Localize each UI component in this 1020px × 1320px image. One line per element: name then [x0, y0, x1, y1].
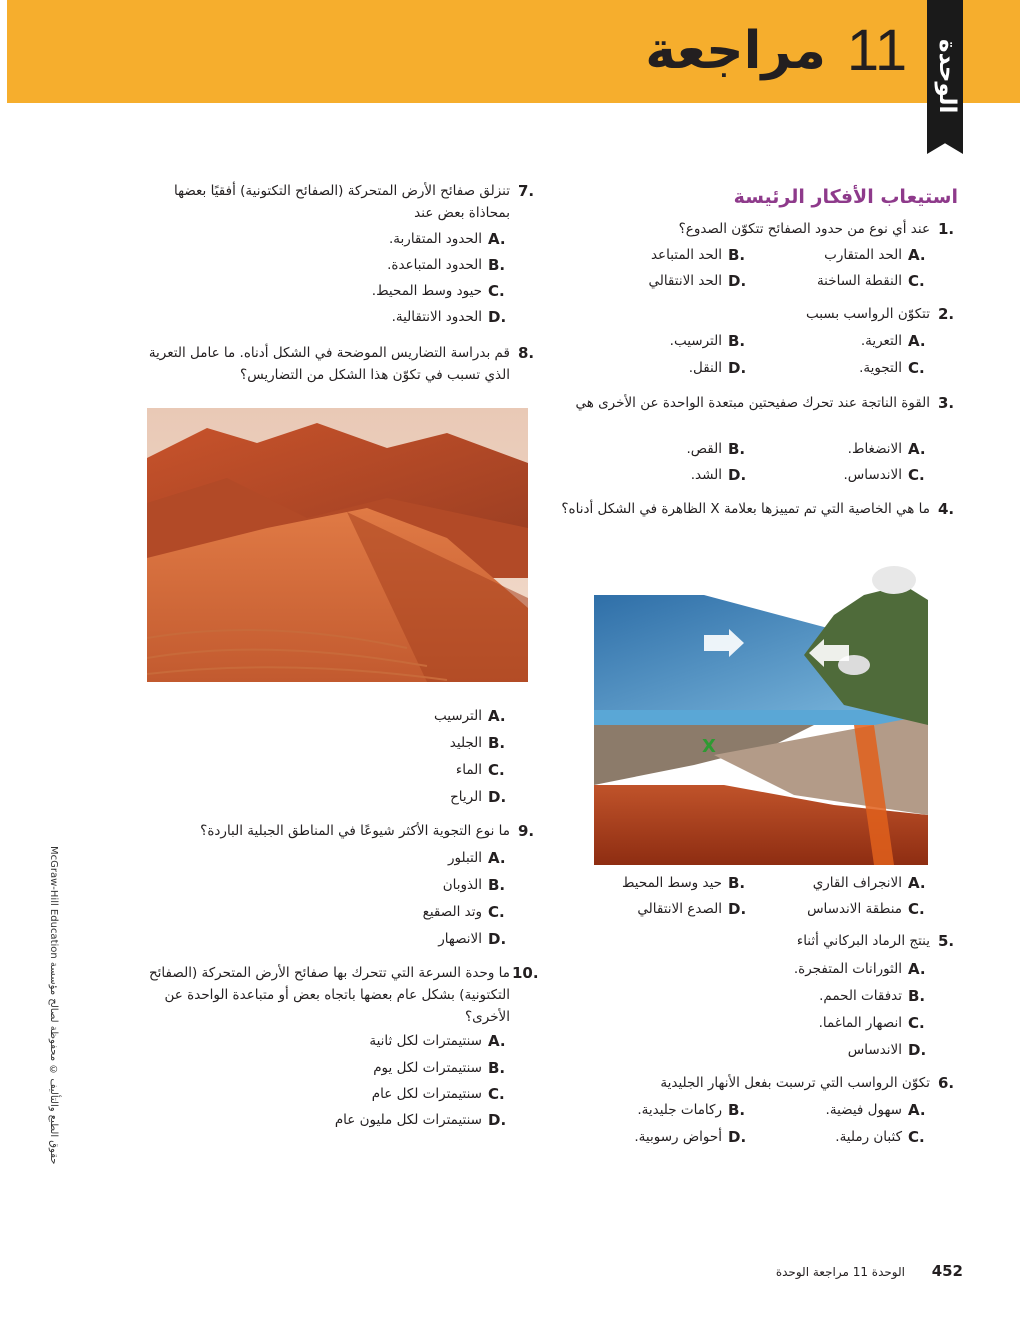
option-text: وتد الصقيع: [422, 904, 482, 920]
option-letter: A.: [908, 874, 926, 892]
option-text: النقل.: [688, 360, 722, 376]
question-number: 5.: [938, 932, 955, 950]
option-b[interactable]: [590, 872, 750, 894]
option-text: الحد الانتقالي: [648, 273, 722, 289]
option-a[interactable]: [770, 1099, 930, 1121]
option-text: التجوية.: [859, 360, 902, 376]
option-a[interactable]: [730, 958, 930, 980]
option-text: انصهار الماغما.: [818, 1015, 902, 1031]
question-stem: تتكوّن الرواسب بسبب: [805, 306, 930, 322]
option-letter: D.: [488, 1111, 507, 1129]
option-text: الحدود المتقاربة.: [389, 231, 482, 247]
option-a[interactable]: [310, 847, 510, 869]
question-stem: ما هي الخاصية التي تم تمييزها بعلامة X الظاهرة في الشكل أدناه؟: [561, 501, 930, 517]
option-letter: B.: [908, 987, 926, 1005]
option-letter: A.: [908, 332, 926, 350]
option-a[interactable]: [770, 872, 930, 894]
option-letter: B.: [728, 246, 746, 264]
option-text: سنتيمترات لكل مليون عام: [334, 1112, 482, 1128]
option-letter: B.: [728, 332, 746, 350]
option-d[interactable]: [600, 270, 750, 292]
option-letter: D.: [728, 1128, 747, 1146]
option-c[interactable]: [770, 898, 930, 920]
option-text: الثورانات المتفجرة.: [793, 961, 902, 977]
option-letter: D.: [728, 900, 747, 918]
option-letter: B.: [728, 440, 746, 458]
option-text: أحواض رسوبية.: [634, 1129, 722, 1145]
option-letter: B.: [488, 876, 506, 894]
option-d[interactable]: [730, 1039, 930, 1061]
option-letter: C.: [488, 1085, 505, 1103]
question-5: [590, 930, 960, 1064]
option-text: الاندساس.: [843, 467, 902, 483]
unit-number: 11: [846, 18, 908, 83]
option-a[interactable]: [260, 228, 510, 250]
option-letter: C.: [908, 272, 925, 290]
question-stem: القوة الناتجة عند تحرك صفيحتين مبتعدة الواحدة عن الأخرى هي: [575, 395, 930, 411]
option-text: سنتيمترات لكل عام: [371, 1086, 482, 1102]
question-2: [590, 303, 960, 381]
option-d[interactable]: [590, 898, 750, 920]
option-b[interactable]: [600, 244, 750, 266]
option-letter: D.: [488, 308, 507, 326]
option-c[interactable]: [780, 270, 930, 292]
option-c[interactable]: [260, 280, 510, 302]
option-letter: C.: [908, 900, 925, 918]
option-letter: A.: [908, 440, 926, 458]
question-number: 7.: [518, 182, 535, 200]
question-7: [140, 180, 540, 332]
unit-tab-label: الوحدة: [934, 38, 960, 114]
option-letter: B.: [488, 734, 506, 752]
option-letter: C.: [908, 466, 925, 484]
option-c[interactable]: [730, 1012, 930, 1034]
option-text: النقطة الساخنة: [816, 273, 902, 289]
option-b[interactable]: [730, 985, 930, 1007]
option-text: القص.: [686, 441, 722, 457]
option-d[interactable]: [600, 357, 750, 379]
option-text: الانجراف القاري: [812, 875, 902, 891]
option-letter: D.: [908, 1041, 927, 1059]
option-letter: A.: [908, 960, 926, 978]
option-text: كثبان رملية.: [835, 1129, 902, 1145]
option-d[interactable]: [310, 928, 510, 950]
option-letter: C.: [908, 359, 925, 377]
option-letter: B.: [728, 874, 746, 892]
question-9: [120, 820, 540, 956]
option-text: الجليد: [449, 735, 482, 751]
option-letter: A.: [488, 1032, 506, 1050]
question-number: 3.: [938, 394, 955, 412]
option-letter: D.: [488, 788, 507, 806]
option-c[interactable]: [780, 464, 930, 486]
option-c[interactable]: [310, 759, 510, 781]
option-text: الترسيب.: [669, 333, 722, 349]
option-text: الانضغاط.: [847, 441, 902, 457]
option-text: منطقة الاندساس: [807, 901, 902, 917]
option-letter: A.: [908, 246, 926, 264]
question-stem: ما وحدة السرعة التي تتحرك بها صفائح الأرض المتحركة (الصفائح التكتونية) بشكل عام بعضها باتجاه بعض أو متباعدة الواحدة عن الأخرى؟: [148, 965, 510, 1025]
sand-dunes-photo: [147, 408, 528, 682]
option-letter: D.: [728, 359, 747, 377]
plate-boundary-figure: [594, 555, 928, 865]
option-letter: A.: [488, 707, 506, 725]
option-a[interactable]: [780, 330, 930, 352]
question-stem: تنزلق صفائح الأرض المتحركة (الصفائح التكتونية) أفقيًا بعضها بمحاذاة بعض عند: [174, 183, 510, 221]
option-letter: A.: [488, 230, 506, 248]
page-number: 452: [931, 1262, 963, 1280]
question-number: 10.: [512, 964, 539, 982]
option-text: الذوبان: [442, 877, 482, 893]
option-b[interactable]: [250, 1057, 510, 1079]
option-c[interactable]: [780, 357, 930, 379]
option-text: تدفقات الحمم.: [819, 988, 902, 1004]
option-text: التعرية.: [860, 333, 902, 349]
option-text: الحد المتباعد: [650, 247, 722, 263]
option-letter: A.: [908, 1101, 926, 1119]
question-stem: ما نوع التجوية الأكثر شيوعًا في المناطق الجبلية الباردة؟: [200, 823, 510, 839]
option-text: حيد وسط المحيط: [621, 875, 722, 891]
section-title: استيعاب الأفكار الرئيسة: [733, 186, 958, 208]
option-text: الشد.: [690, 467, 722, 483]
option-b[interactable]: [590, 1099, 750, 1121]
question-number: 9.: [518, 822, 535, 840]
footer-text: الوحدة 11 مراجعة الوحدة: [775, 1265, 905, 1279]
option-d[interactable]: [250, 1109, 510, 1131]
question-4: [560, 498, 960, 544]
option-text: الصدع الانتقالي: [637, 901, 722, 917]
option-a[interactable]: [250, 1030, 510, 1052]
option-text: ركامات جليدية.: [637, 1102, 722, 1118]
question-stem: ينتج الرماد البركاني أثناء: [796, 933, 930, 949]
option-letter: C.: [908, 1128, 925, 1146]
option-a[interactable]: [780, 244, 930, 266]
option-text: الماء: [455, 762, 482, 778]
option-d[interactable]: [590, 1126, 750, 1148]
option-c[interactable]: [310, 901, 510, 923]
copyright-credit: حقوق الطبع والتأليف © محفوظة لصالح مؤسسة McGraw-Hill Education: [48, 845, 59, 1165]
option-letter: C.: [488, 761, 505, 779]
option-letter: C.: [908, 1014, 925, 1032]
option-a[interactable]: [780, 438, 930, 460]
option-text: الترسيب: [433, 708, 482, 724]
option-text: سهول فيضية.: [825, 1102, 902, 1118]
question-8-options: [140, 705, 540, 811]
option-letter: B.: [488, 1059, 506, 1077]
option-text: الاندساس: [847, 1042, 902, 1058]
option-b[interactable]: [310, 874, 510, 896]
question-number: 6.: [938, 1074, 955, 1092]
question-number: 1.: [938, 220, 955, 238]
question-8: [140, 342, 540, 408]
option-letter: D.: [728, 466, 747, 484]
question-4-options: [560, 870, 960, 922]
option-letter: C.: [488, 282, 505, 300]
x-marker: X: [702, 736, 716, 757]
option-c[interactable]: [250, 1083, 510, 1105]
question-stem: عند أي نوع من حدود الصفائح تتكوّن الصدوع؟: [678, 221, 930, 237]
option-text: الحد المتقارب: [824, 247, 902, 263]
option-b[interactable]: [310, 732, 510, 754]
question-number: 2.: [938, 305, 955, 323]
page-title: مراجعة: [645, 21, 826, 81]
question-3: [560, 392, 960, 492]
option-letter: C.: [488, 903, 505, 921]
question-number: 4.: [938, 500, 955, 518]
option-letter: B.: [488, 256, 506, 274]
option-d[interactable]: [600, 464, 750, 486]
option-text: الانصهار: [438, 931, 482, 947]
option-text: الرياح: [450, 789, 482, 805]
option-c[interactable]: [770, 1126, 930, 1148]
option-letter: A.: [488, 849, 506, 867]
option-b[interactable]: [600, 330, 750, 352]
option-b[interactable]: [600, 438, 750, 460]
option-text: سنتيمترات لكل يوم: [373, 1060, 482, 1076]
option-d[interactable]: [260, 306, 510, 328]
option-text: الحدود الانتقالية.: [391, 309, 482, 325]
option-b[interactable]: [260, 254, 510, 276]
option-d[interactable]: [310, 786, 510, 808]
question-6: [560, 1072, 960, 1152]
option-letter: B.: [728, 1101, 746, 1119]
question-stem: قم بدراسة التضاريس الموضحة في الشكل أدناه. ما عامل التعرية الذي تسبب في تكوّن هذا الشكل من التضاريس؟: [148, 345, 510, 383]
option-text: التبلور: [448, 850, 482, 866]
option-letter: D.: [488, 930, 507, 948]
option-text: حيود وسط المحيط.: [371, 283, 482, 299]
option-text: الحدود المتباعدة.: [387, 257, 482, 273]
option-letter: D.: [728, 272, 747, 290]
option-a[interactable]: [310, 705, 510, 727]
question-10: [120, 962, 540, 1134]
question-1: [590, 218, 960, 296]
option-text: سنتيمترات لكل ثانية: [369, 1033, 482, 1049]
question-stem: تكوّن الرواسب التي ترسبت بفعل الأنهار الجليدية: [660, 1075, 930, 1091]
question-number: 8.: [518, 344, 535, 362]
